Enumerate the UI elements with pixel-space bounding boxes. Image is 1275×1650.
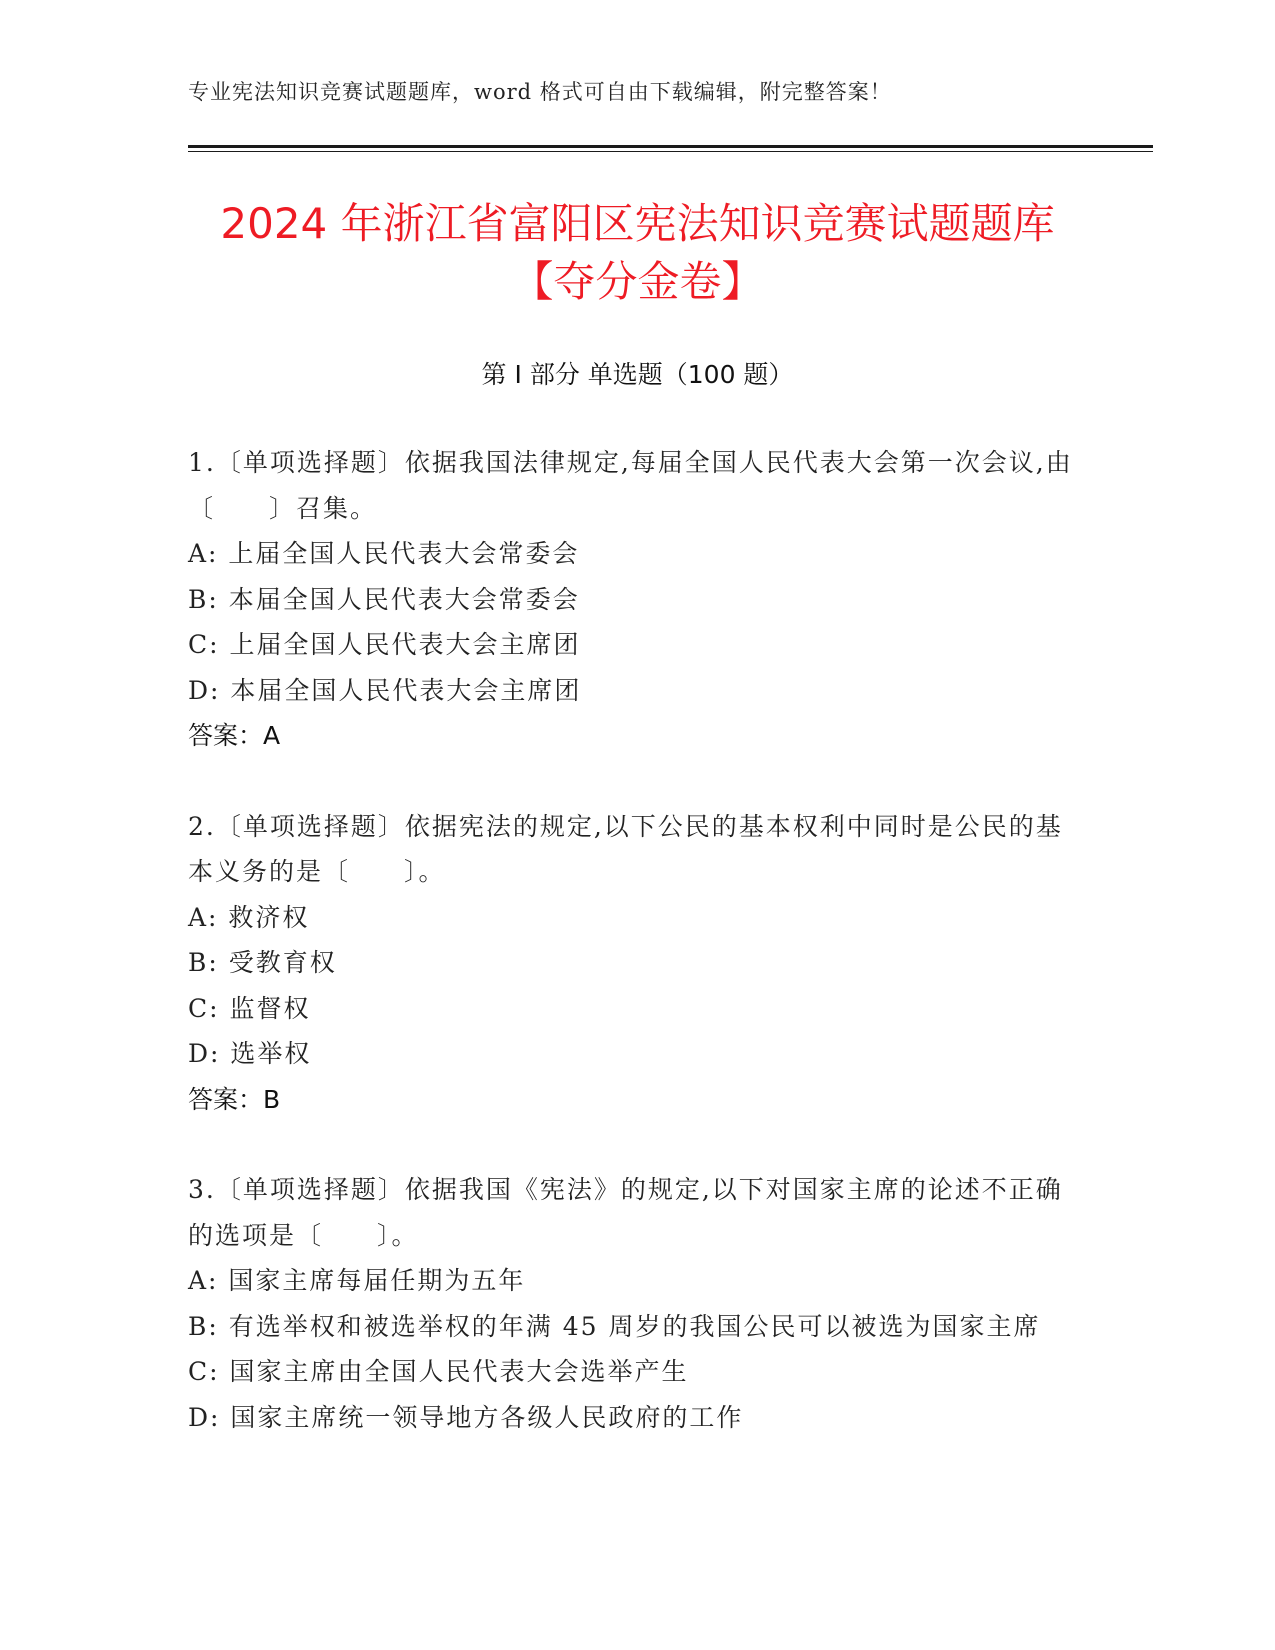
answer-line: 答案：A [188,721,281,750]
document-title [150,195,1125,311]
option-b: B: 有选举权和被选举权的年满 45 周岁的我国公民可以被选为国家主席 [188,1311,1041,1341]
option-d: D: 本届全国人民代表大会主席团 [188,675,582,705]
option-c: C: 上届全国人民代表大会主席团 [188,630,581,659]
question-stem: 2.〔单项选择题〕依据宪法的规定,以下公民的基本权利中同时是公民的基本义务的是〔 〕。 [188,811,1063,886]
option-c: C: 国家主席由全国人民代表大会选举产生 [188,1357,689,1386]
header-rule-thin [188,151,1153,152]
document-title-line-1: 2024 年浙江省富阳区宪法知识竞赛试题题库 [220,199,1055,248]
option-b: B: 受教育权 [188,948,337,977]
question-stem: 3.〔单项选择题〕依据我国《宪法》的规定,以下对国家主席的论述不正确的选项是〔 〕。 [188,1175,1063,1250]
option-d: D: 选举权 [188,1039,312,1068]
section-heading: 第 I 部分 单选题（100 题） [481,360,794,389]
question-1 [188,440,1078,759]
question-2 [188,804,1078,1123]
option-c: C: 监督权 [188,993,311,1023]
option-d: D: 国家主席统一领导地方各级人民政府的工作 [188,1402,744,1432]
header-rule-thick [188,145,1153,148]
document-title-line-2: 【夺分金卷】 [511,257,764,306]
answer-line: 答案：B [188,1084,281,1114]
option-b: B: 本届全国人民代表大会常委会 [188,584,580,614]
option-a: A: 国家主席每届任期为五年 [188,1266,526,1295]
option-a: A: 救济权 [188,902,310,932]
question-stem: 1.〔单项选择题〕依据我国法律规定,每届全国人民代表大会第一次会议,由〔 〕召集。 [188,448,1073,523]
option-a: A: 上届全国人民代表大会常委会 [188,539,580,568]
question-list [188,440,1078,1485]
header-note: 专业宪法知识竞赛试题题库，word 格式可自由下载编辑，附完整答案！ [188,80,892,104]
question-3 [188,1167,1078,1440]
